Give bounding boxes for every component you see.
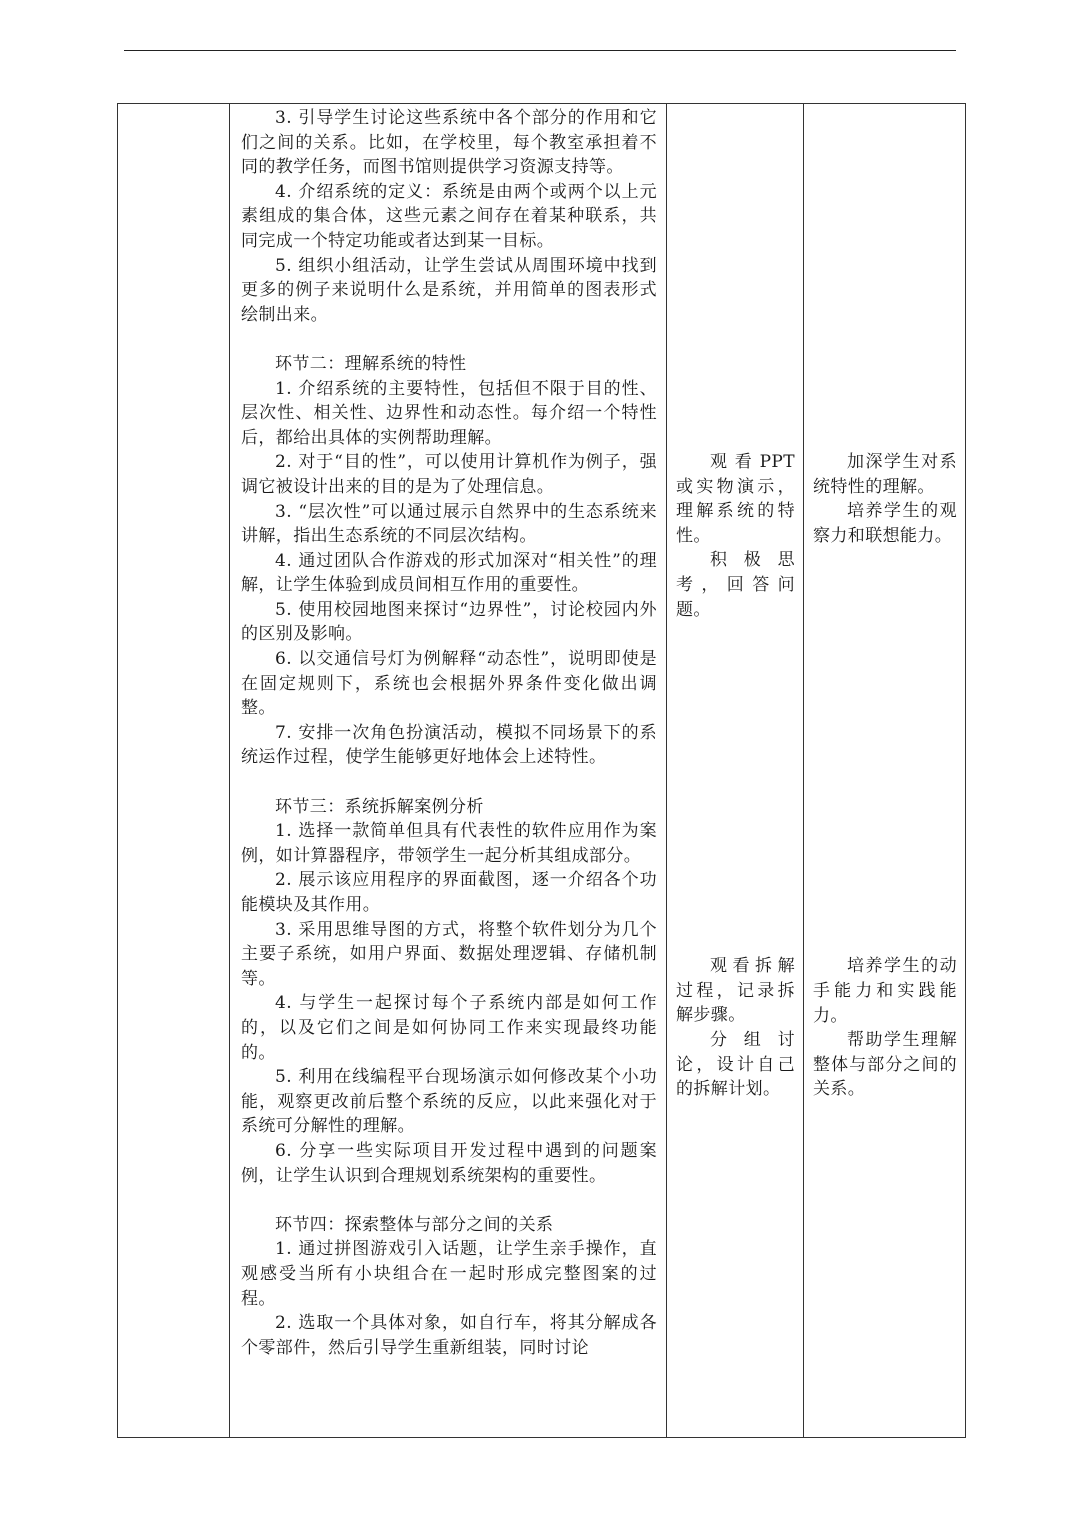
list-item: 2. 对于“目的性”，可以使用计算机作为例子，强调它被设计出来的目的是为了处理信息。 — [241, 452, 657, 497]
design-intent-text: 加深学生对系统特性的理解。 — [813, 452, 957, 497]
design-intent-block — [804, 450, 965, 548]
list-item: 2. 选取一个具体对象，如自行车，将其分解成各个零部件，然后引导学生重新组装，同时讨论 — [241, 1313, 657, 1358]
design-intent-text: 培养学生的观察力和联想能力。 — [813, 501, 957, 546]
student-activity-block — [667, 954, 803, 1102]
teacher-activity-cell — [230, 104, 667, 1438]
design-intent-text: 帮助学生理解整体与部分之间的关系。 — [813, 1030, 957, 1100]
section-heading: 环节三：系统拆解案例分析 — [275, 796, 484, 817]
section-heading: 环节四：探索整体与部分之间的关系 — [275, 1214, 554, 1235]
student-activity-block — [667, 450, 803, 622]
list-item: 1. 选择一款简单但具有代表性的软件应用作为案例，如计算器程序，带领学生一起分析其组成部分。 — [241, 821, 657, 866]
student-activity-text: 观看PPT或实物演示，理解系统的特性。 — [676, 452, 795, 546]
list-item: 3. 引导学生讨论这些系统中各个部分的作用和它们之间的关系。比如，在学校里，每个教室承担着不同的教学任务，而图书馆则提供学习资源支持等。 — [241, 108, 657, 178]
list-item: 4. 介绍系统的定义：系统是由两个或两个以上元素组成的集合体，这些元素之间存在着某种联系，共同完成一个特定功能或者达到某一目标。 — [241, 181, 657, 251]
list-item: 5. 组织小组活动，让学生尝试从周围环境中找到更多的例子来说明什么是系统，并用简单的图表形式绘制出来。 — [241, 255, 657, 325]
list-item: 3. “层次性”可以通过展示自然界中的生态系统来讲解，指出生态系统的不同层次结构。 — [241, 501, 657, 547]
student-activity-text: 分组讨论，设计自己的拆解计划。 — [676, 1029, 795, 1100]
teacher-activity-content — [230, 104, 666, 1360]
list-item: 4. 通过团队合作游戏的形式加深对“相关性”的理解，让学生体验到成员间相互作用的重要性。 — [241, 550, 657, 596]
list-item: 6. 分享一些实际项目开发过程中遇到的问题案例，让学生认识到合理规划系统架构的重要性。 — [241, 1140, 657, 1186]
design-intent-cell — [804, 104, 966, 1438]
section-heading: 环节二：理解系统的特性 — [275, 353, 467, 374]
student-activity-text: 积极思考，回答问题。 — [676, 550, 795, 620]
header-rule — [124, 50, 956, 51]
table-row — [118, 104, 966, 1438]
list-item: 1. 介绍系统的主要特性，包括但不限于目的性、层次性、相关性、边界性和动态性。每介绍一个特性后，都给出具体的实例帮助理解。 — [241, 378, 657, 448]
list-item: 5. 使用校园地图来探讨“边界性”，讨论校园内外的区别及影响。 — [241, 599, 657, 645]
list-item: 5. 利用在线编程平台现场演示如何修改某个小功能，观察更改前后整个系统的反应，以此来强化对于系统可分解性的理解。 — [241, 1067, 657, 1137]
design-intent-block — [804, 954, 965, 1102]
student-activity-text: 观看拆解过程，记录拆解步骤。 — [676, 956, 795, 1026]
lesson-plan-table — [117, 103, 966, 1438]
list-item: 1. 通过拼图游戏引入话题，让学生亲手操作，直观感受当所有小块组合在一起时形成完整图案的过程。 — [241, 1239, 657, 1309]
list-item: 7. 安排一次角色扮演活动，模拟不同场景下的系统运作过程，使学生能够更好地体会上述特性。 — [241, 722, 657, 768]
student-activity-cell — [667, 104, 804, 1438]
design-intent-text: 培养学生的动手能力和实践能力。 — [813, 956, 957, 1026]
list-item: 2. 展示该应用程序的界面截图，逐一介绍各个功能模块及其作用。 — [241, 870, 657, 915]
stage-cell — [118, 104, 230, 1438]
list-item: 3. 采用思维导图的方式，将整个软件划分为几个主要子系统，如用户界面、数据处理逻辑、存储机制等。 — [241, 919, 657, 989]
list-item: 4. 与学生一起探讨每个子系统内部是如何工作的，以及它们之间是如何协同工作来实现最终功能的。 — [241, 993, 657, 1063]
list-item: 6. 以交通信号灯为例解释“动态性”，说明即使是在固定规则下，系统也会根据外界条件变化做出调整。 — [241, 649, 657, 719]
